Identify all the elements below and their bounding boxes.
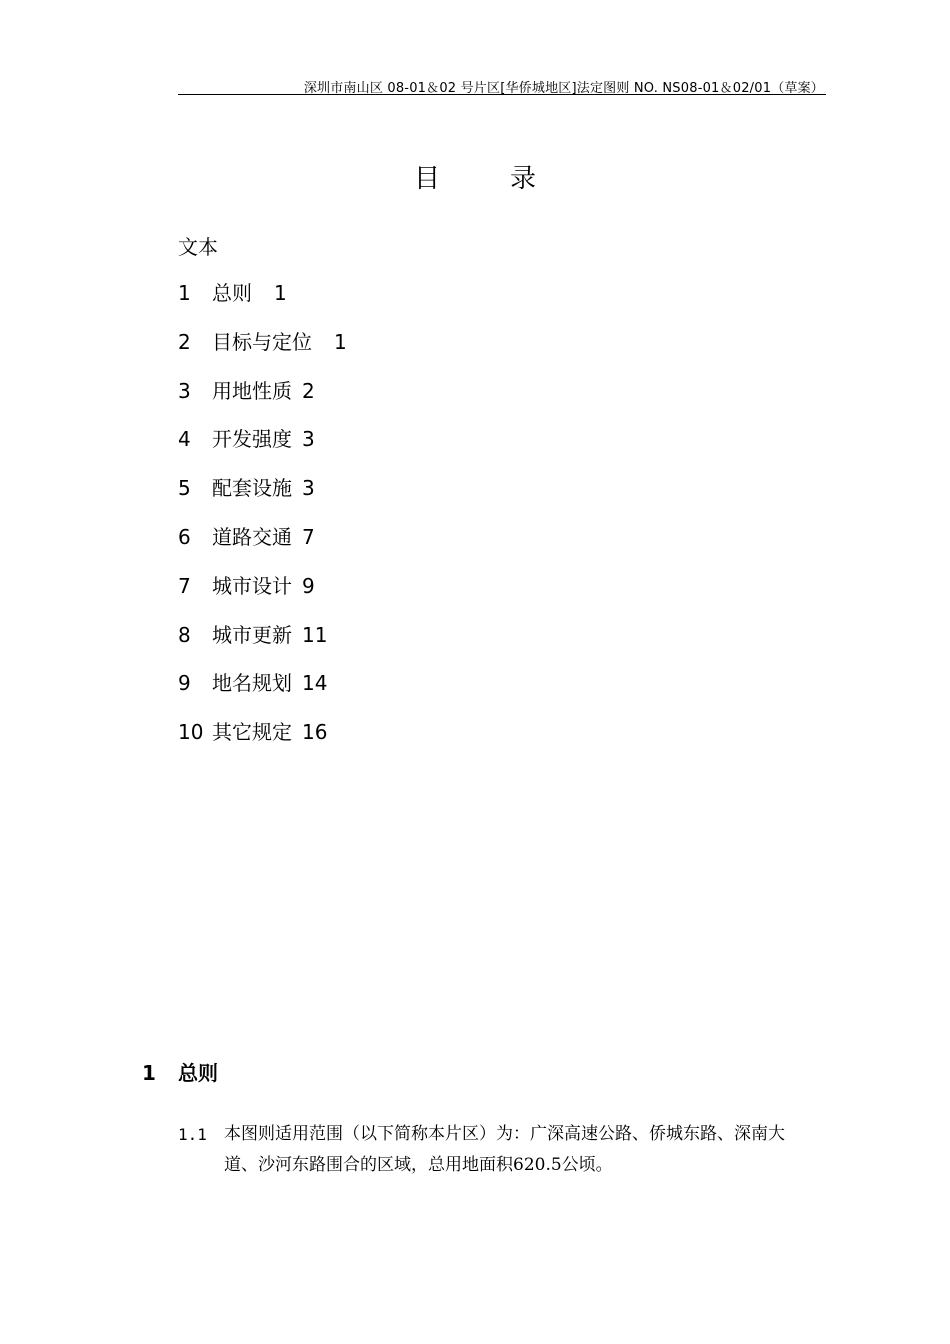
toc-item-number: 4 (178, 427, 191, 452)
toc-item-number: 2 (178, 329, 191, 354)
clause-text-line: 道、沙河东路围合的区域，总用地面积620.5公顷。 (224, 1155, 613, 1175)
toc-item[interactable] (178, 622, 347, 671)
toc-title-left: 目 (413, 164, 440, 194)
toc-item-page: 11 (302, 622, 328, 647)
toc-item[interactable] (178, 378, 347, 427)
toc-item-page: 2 (302, 378, 315, 403)
toc-item[interactable] (178, 670, 347, 719)
toc-title-right: 录 (510, 164, 537, 194)
toc-item[interactable] (178, 329, 347, 378)
toc-item-label: 城市更新 (212, 622, 292, 647)
toc-item-label: 道路交通 (212, 524, 292, 549)
toc-item-page: 1 (334, 329, 347, 354)
clause-text (178, 1119, 828, 1181)
toc-item[interactable] (178, 475, 347, 524)
toc-item-number: 1 (178, 281, 191, 305)
toc-item-label: 其它规定 (212, 720, 292, 745)
toc-item-label: 开发强度 (212, 427, 292, 452)
clause-text-line: 本图则适用范围（以下简称本片区）为：广深高速公路、侨城东路、深南大 (224, 1124, 785, 1144)
toc-item-number: 3 (178, 378, 191, 403)
toc-item-number: 8 (178, 622, 191, 647)
toc-item-page: 1 (274, 281, 287, 305)
toc-item[interactable] (178, 719, 347, 768)
toc-item-label: 城市设计 (212, 573, 292, 598)
toc-item-page: 14 (302, 671, 328, 696)
toc-item-page: 3 (302, 476, 315, 501)
toc-item-number: 6 (178, 524, 191, 549)
toc-section-heading: 文本 (178, 235, 218, 259)
chapter-number: 1 (142, 1061, 156, 1085)
toc-item-label: 目标与定位 (212, 329, 312, 354)
toc-item-label: 地名规划 (212, 671, 292, 696)
toc-item-label: 总则 (212, 281, 252, 305)
toc-item-number: 9 (178, 671, 191, 696)
chapter-heading (142, 1057, 218, 1086)
toc-item-page: 9 (302, 573, 315, 598)
toc-list (178, 280, 347, 768)
toc-item[interactable] (178, 280, 347, 329)
toc-item[interactable] (178, 573, 347, 622)
toc-item-page: 3 (302, 427, 315, 452)
toc-item-number: 7 (178, 573, 191, 598)
toc-item[interactable] (178, 524, 347, 573)
toc-item-number: 10 (178, 720, 204, 745)
toc-item-page: 16 (302, 720, 328, 745)
toc-item[interactable] (178, 426, 347, 475)
toc-item-number: 5 (178, 476, 191, 501)
chapter-title: 总则 (178, 1061, 218, 1085)
clause-paragraph (178, 1119, 828, 1181)
toc-title (0, 158, 950, 195)
toc-item-label: 用地性质 (212, 378, 292, 403)
toc-item-page: 7 (302, 524, 315, 549)
page-header: 深圳市南山区 08-01＆02 号片区[华侨城地区]法定图则 NO. NS08-01＆02/01（草案） (303, 81, 824, 96)
header-rule (178, 94, 826, 95)
toc-item-label: 配套设施 (212, 476, 292, 501)
clause-number: 1.1 (178, 1125, 207, 1144)
